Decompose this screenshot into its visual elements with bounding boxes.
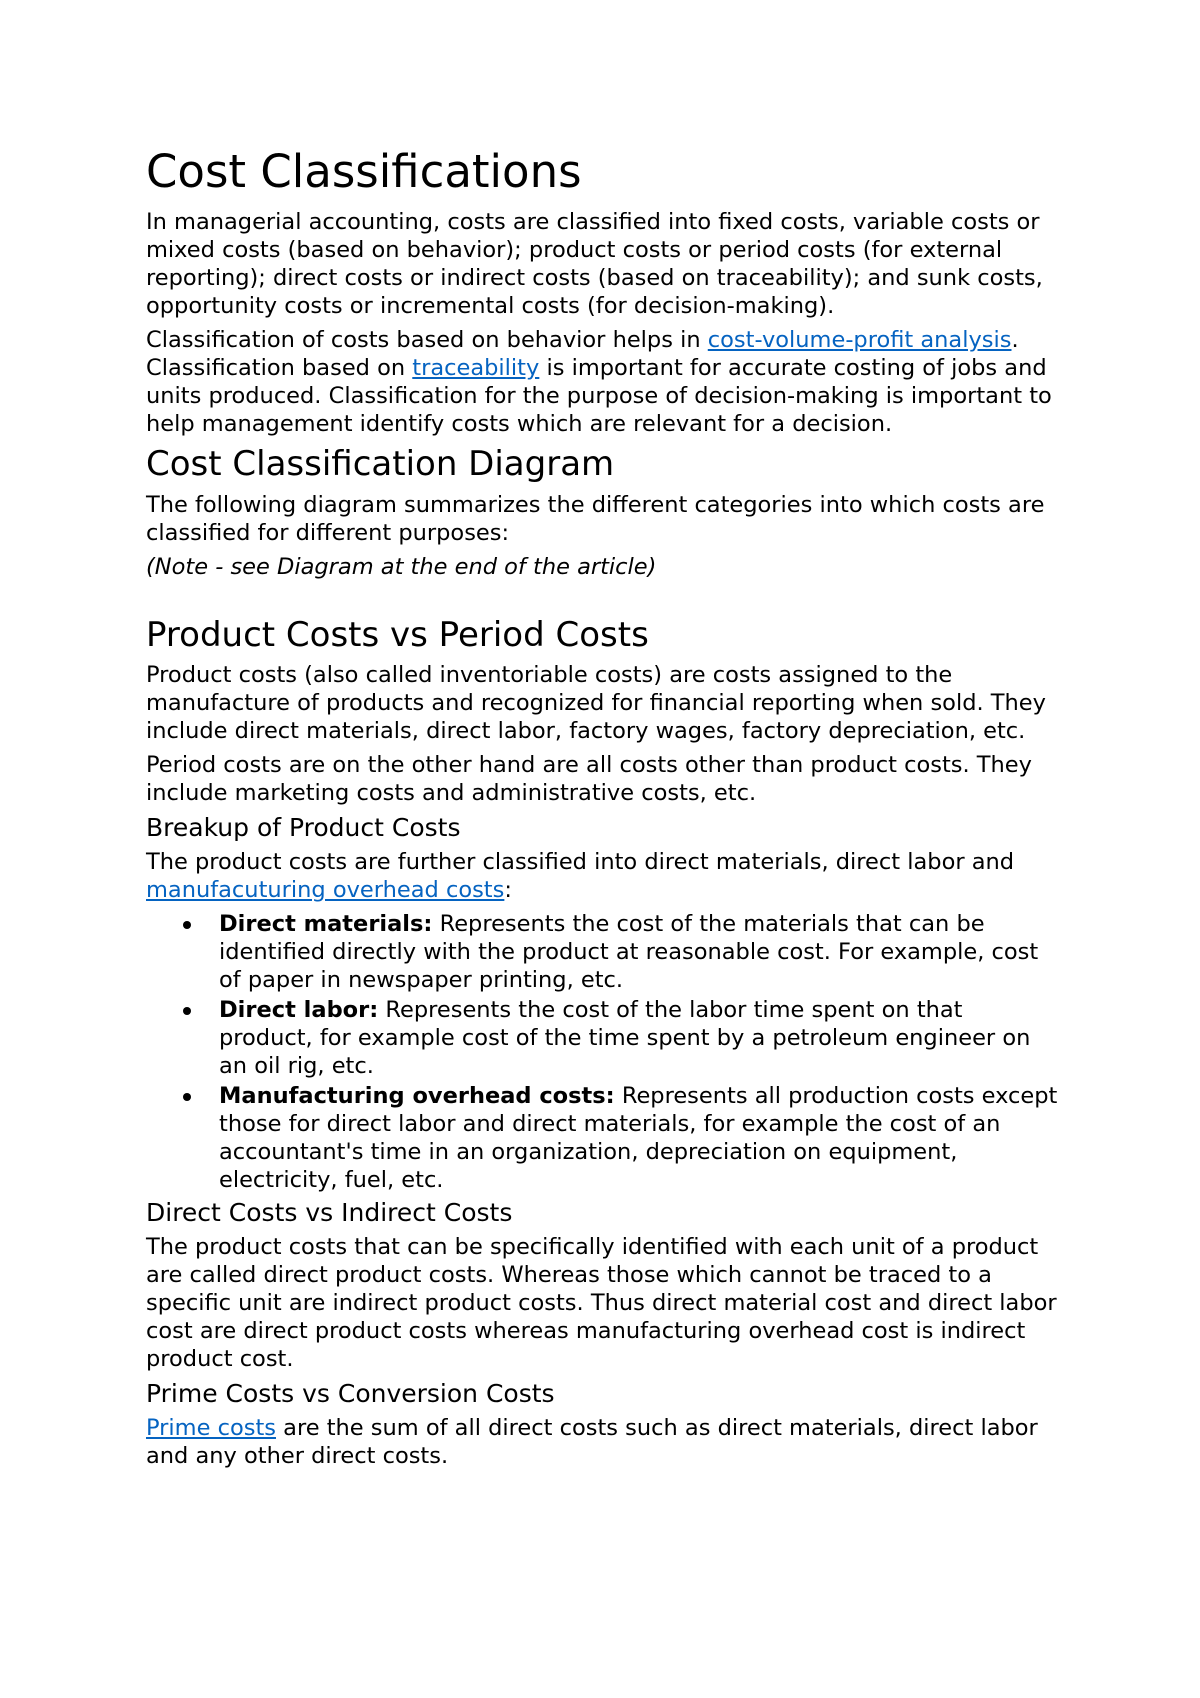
list-item-term: Direct labor: [219,997,379,1024]
intro-p2-text-a: Classification of costs based on behavior helps in [146,326,708,353]
diagram-note: (Note - see Diagram at the end of the article) [146,553,657,580]
list-item-manufacturing-overhead [219,1082,1060,1194]
page-title: Cost Classifications [146,145,582,198]
link-prime-costs[interactable]: Prime costs [146,1415,276,1442]
intro-paragraph-2 [146,326,1060,438]
breakup-text-a: The product costs are further classified into direct materials, direct labor and [146,849,1015,876]
direct-indirect-paragraph: The product costs that can be specifically identified with each unit of a product are called direct product costs. Whereas those which cannot be traced to a specific unit are indirect product costs. Thus direct material cost and direct labor cost are direct product costs whereas manufacturing overhead cost is indirect product cost. [146,1234,1057,1373]
list-item-term: Manufacturing overhead costs: [219,1083,615,1110]
bullet-icon [183,1093,191,1101]
list-item-direct-materials [219,910,1060,994]
breakup-text-b: : [504,877,512,904]
intro-p2-text-c: is important for accurate costing of jobs and units produced. Classification for the purpose of decision-making is important to help management identify costs which are relevant for a decision. [146,354,1052,437]
heading-breakup-of-product-costs: Breakup of Product Costs [146,813,461,843]
prime-conversion-paragraph [146,1414,1060,1470]
link-traceability[interactable]: traceability [412,354,540,381]
product-cost-list [146,910,1060,1194]
prime-conversion-text: are the sum of all direct costs such as direct materials, direct labor and any other direct costs. [146,1415,1038,1470]
link-cost-volume-profit-analysis[interactable]: cost-volume-profit analysis [707,326,1012,353]
heading-cost-classification-diagram: Cost Classification Diagram [146,443,615,484]
list-item-text: Represents the cost of the labor time spent on that product, for example cost of the time spent by a petroleum engineer on an oil rig, etc. [219,997,1031,1080]
diagram-paragraph: The following diagram summarizes the different categories into which costs are classified for different purposes: [146,491,1045,546]
breakup-paragraph [146,848,1060,904]
list-item-text: Represents all production costs except those for direct labor and direct materials, for example the cost of an accountant's time in an organization, depreciation on equipment, electricity, fuel, etc. [219,1083,1058,1194]
list-item-text: Represents the cost of the materials that can be identified directly with the product at reasonable cost. For example, cost of paper in newspaper printing, etc. [219,911,1039,994]
product-period-paragraph-2: Period costs are on the other hand are all costs other than product costs. They include marketing costs and administrative costs, etc. [146,752,1032,807]
intro-p2-text-b: . Classification based on [146,326,1019,381]
product-period-paragraph-1: Product costs (also called inventoriable costs) are costs assigned to the manufacture of products and recognized for financial reporting when sold. They include direct materials, direct labor, factory wages, factory depreciation, etc. [146,662,1046,745]
list-item-term: Direct materials: [219,911,433,938]
heading-prime-vs-conversion-costs: Prime Costs vs Conversion Costs [146,1379,555,1409]
heading-direct-vs-indirect-costs: Direct Costs vs Indirect Costs [146,1198,513,1228]
bullet-icon [183,921,191,929]
heading-product-vs-period-costs: Product Costs vs Period Costs [146,614,649,655]
link-manufacturing-overhead-costs[interactable]: manufacuturing overhead costs [146,877,505,904]
bullet-icon [183,1007,191,1015]
list-item-direct-labor [219,996,1060,1080]
intro-paragraph-1: In managerial accounting, costs are classified into fixed costs, variable costs or mixed costs (based on behavior); product costs or period costs (for external reporting); direct costs or indirect costs (based on traceability); and sunk costs, opportunity costs or incremental costs (for decision-making). [146,208,1043,319]
